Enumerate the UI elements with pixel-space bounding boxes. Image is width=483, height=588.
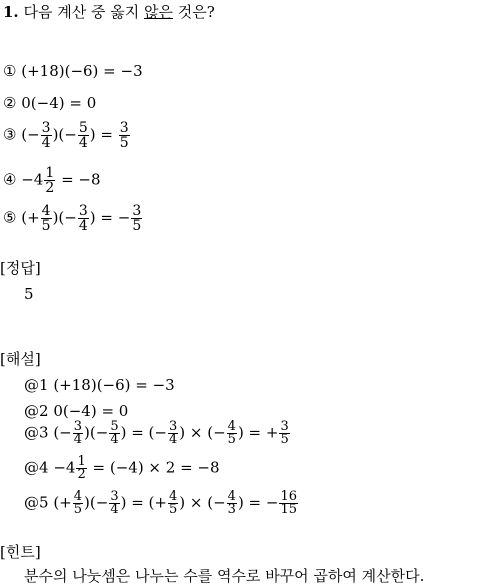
question-text-end: 것은? xyxy=(177,3,215,21)
fraction xyxy=(227,421,237,446)
explanation-tag: @2 xyxy=(24,402,49,420)
option-marker: ① xyxy=(3,62,17,80)
option-1 xyxy=(3,63,143,80)
numerator: 1 xyxy=(45,165,55,181)
fraction xyxy=(227,491,237,516)
denominator: 3 xyxy=(227,502,236,517)
explanation-item-3 xyxy=(24,421,291,446)
explanation-tag: @4 xyxy=(24,458,49,477)
denominator: 15 xyxy=(280,502,298,517)
fraction xyxy=(168,421,178,446)
expr-part: ) = + xyxy=(237,423,279,442)
denominator: 5 xyxy=(280,432,289,447)
explanation-tag: @5 xyxy=(24,493,49,512)
question-line xyxy=(3,4,215,21)
fraction xyxy=(78,204,89,233)
denominator: 5 xyxy=(168,502,178,517)
option-marker: ② xyxy=(3,94,17,112)
fraction xyxy=(109,491,119,516)
denominator: 5 xyxy=(41,218,51,234)
expr-part: ) × (− xyxy=(179,423,226,442)
explanation-expression: 0(−4) = 0 xyxy=(53,402,129,420)
expr-part: = (−4) × 2 = −8 xyxy=(92,458,220,477)
option-marker: ③ xyxy=(3,125,17,144)
numerator: 16 xyxy=(280,489,298,504)
option-marker: ⑤ xyxy=(3,208,17,227)
denominator: 4 xyxy=(110,502,119,517)
expr-part: ) = xyxy=(89,125,113,144)
fraction xyxy=(119,121,130,150)
fraction xyxy=(41,121,52,150)
numerator: 3 xyxy=(78,203,88,219)
expr-part: (+ xyxy=(53,493,72,512)
denominator: 5 xyxy=(119,135,129,151)
fraction xyxy=(109,421,119,446)
expr-part: (− xyxy=(53,423,72,442)
denominator: 4 xyxy=(41,135,51,151)
numerator: 1 xyxy=(77,454,86,469)
explanation-item-2 xyxy=(24,403,128,420)
question-underlined-word: 않은 xyxy=(143,3,173,21)
numerator: 4 xyxy=(168,489,178,504)
fraction xyxy=(168,491,178,516)
expr-part: −4 xyxy=(53,458,76,477)
expr-part: (− xyxy=(21,125,40,144)
numerator: 3 xyxy=(280,419,289,434)
fraction xyxy=(279,491,298,516)
expr-part: ) = (+ xyxy=(120,493,167,512)
denominator: 4 xyxy=(168,432,178,447)
expr-part: )(− xyxy=(52,208,77,227)
fraction xyxy=(73,421,83,446)
option-2 xyxy=(3,95,96,112)
denominator: 5 xyxy=(132,218,142,234)
expr-part: )(− xyxy=(84,423,109,442)
expr-part: = −8 xyxy=(61,170,101,189)
question-text: 다음 계산 중 옳지 xyxy=(23,3,140,21)
denominator: 4 xyxy=(78,135,88,151)
explanation-expression: (+18)(−6) = −3 xyxy=(53,376,175,394)
numerator: 3 xyxy=(132,203,142,219)
denominator: 2 xyxy=(77,467,86,482)
hint-label: [힌트] xyxy=(0,543,41,561)
numerator: 3 xyxy=(73,419,83,434)
numerator: 3 xyxy=(119,120,129,136)
expr-part: ) × (− xyxy=(179,493,226,512)
option-5 xyxy=(3,204,143,233)
fraction xyxy=(279,421,289,446)
option-4 xyxy=(3,166,101,195)
denominator: 5 xyxy=(73,502,83,517)
explanation-label: [해설] xyxy=(0,350,41,368)
hint-text: 분수의 나눗셈은 나누는 수를 역수로 바꾸어 곱하여 계산한다. xyxy=(24,567,425,585)
numerator: 5 xyxy=(78,120,88,136)
explanation-item-4 xyxy=(24,456,220,481)
numerator: 4 xyxy=(227,419,236,434)
fraction xyxy=(76,456,86,481)
numerator: 3 xyxy=(168,419,178,434)
explanation-item-5 xyxy=(24,491,299,516)
numerator: 4 xyxy=(41,203,51,219)
expr-part: (+ xyxy=(21,208,40,227)
numerator: 3 xyxy=(41,120,51,136)
denominator: 4 xyxy=(110,432,119,447)
explanation-tag: @3 xyxy=(24,423,49,442)
fraction xyxy=(73,491,83,516)
expr-part: )(− xyxy=(84,493,109,512)
denominator: 2 xyxy=(45,180,55,196)
explanation-item-1 xyxy=(24,377,175,394)
numerator: 3 xyxy=(110,489,119,504)
answer-label: [정답] xyxy=(0,259,41,277)
answer-value: 5 xyxy=(24,285,34,303)
fraction xyxy=(78,121,89,150)
option-expression: 0(−4) = 0 xyxy=(21,94,97,112)
expr-part: ) = − xyxy=(237,493,279,512)
numerator: 4 xyxy=(73,489,83,504)
denominator: 4 xyxy=(78,218,88,234)
option-expression: (+18)(−6) = −3 xyxy=(21,62,143,80)
expr-part: )(− xyxy=(52,125,77,144)
fraction xyxy=(41,204,52,233)
denominator: 5 xyxy=(227,432,236,447)
option-3 xyxy=(3,121,131,150)
fraction xyxy=(44,166,55,195)
expr-part: −4 xyxy=(21,170,44,189)
expr-part: ) = − xyxy=(89,208,131,227)
explanation-tag: @1 xyxy=(24,376,49,394)
fraction xyxy=(131,204,142,233)
option-marker: ④ xyxy=(3,170,17,189)
expr-part: ) = (− xyxy=(120,423,167,442)
numerator: 5 xyxy=(110,419,119,434)
question-number: 1. xyxy=(3,3,19,21)
denominator: 4 xyxy=(73,432,83,447)
numerator: 4 xyxy=(227,489,236,504)
